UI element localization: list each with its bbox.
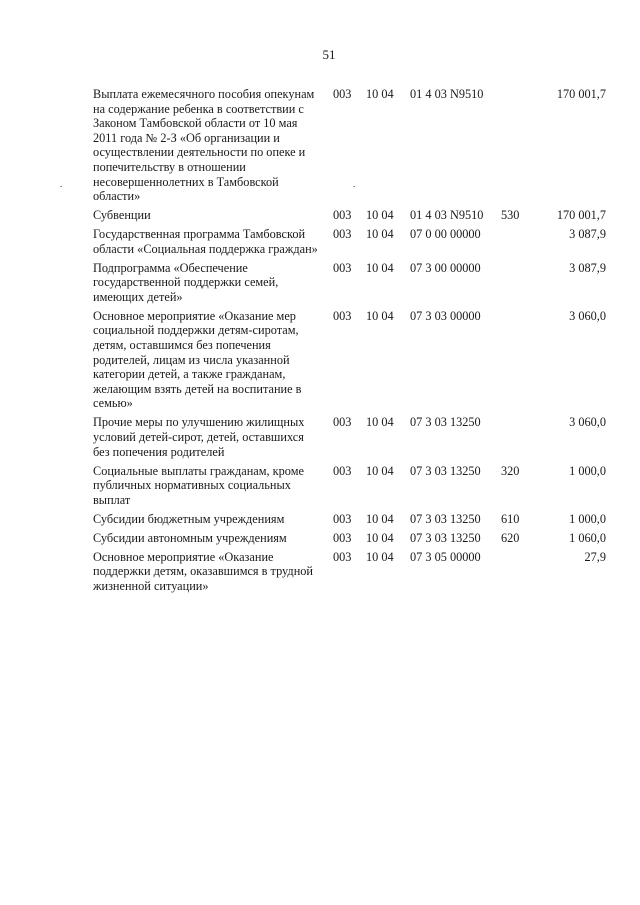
row-description: Подпрограмма «Обеспечение государственной поддержки семей, имеющих детей»: [93, 260, 279, 304]
table-row: [0, 531, 640, 546]
program-code: 07 0 00 00000: [410, 227, 481, 242]
ministry-code: 003: [333, 549, 352, 564]
section-code: 10 04: [366, 208, 394, 223]
ministry-code: 003: [333, 530, 352, 545]
row-description: Социальные выплаты гражданам, кроме публичных нормативных социальных выплат: [93, 463, 304, 507]
ministry-code: 003: [333, 511, 352, 526]
table-row: [0, 512, 640, 527]
ministry-code: 003: [333, 87, 352, 101]
ministry-code: 003: [333, 227, 352, 242]
program-code: 07 3 03 13250: [410, 511, 481, 526]
ministry-code: 003: [333, 308, 352, 323]
program-code: 07 3 03 13250: [410, 530, 481, 545]
row-description: Прочие меры по улучшению жилищных условий детей-сирот, детей, оставшихся без попечения родителей: [93, 415, 305, 459]
expense-type-code: 620: [501, 530, 520, 545]
section-code: 10 04: [366, 463, 394, 478]
section-code: 10 04: [366, 227, 394, 242]
row-description: Основное мероприятие «Оказание мер социальной поддержки детям-сиротам, детям, оставшимся без попечения родителей, лицам из числа указанной категории детей, а также гражданам, желающим взять детей на воспитание в семью»: [93, 308, 302, 411]
program-code: 01 4 03 N9510: [410, 208, 484, 223]
expense-type-code: 530: [501, 208, 520, 223]
table-row: [0, 87, 640, 204]
program-code: 07 3 03 13250: [410, 463, 481, 478]
amount: 1 000,0: [569, 463, 606, 478]
expense-type-code: 320: [501, 463, 520, 478]
table-row: [0, 464, 640, 508]
program-code: 07 3 03 13250: [410, 415, 481, 430]
amount: 1 060,0: [569, 530, 606, 545]
expense-type-code: 610: [501, 511, 520, 526]
section-code: 10 04: [366, 530, 394, 545]
amount: 3 087,9: [569, 227, 606, 242]
section-code: 10 04: [366, 87, 394, 101]
ministry-code: 003: [333, 415, 352, 430]
amount: 1 000,0: [569, 511, 606, 526]
row-description: Государственная программа Тамбовской области «Социальная поддержка граждан»: [93, 227, 318, 256]
page-number: 51: [322, 47, 336, 62]
row-description: Субсидии бюджетным учреждениям: [93, 511, 285, 526]
section-code: 10 04: [366, 260, 394, 275]
ministry-code: 003: [333, 208, 352, 223]
ministry-code: 003: [333, 463, 352, 478]
table-row: [0, 227, 640, 256]
table-row: [0, 309, 640, 411]
table-row: [0, 415, 640, 459]
program-code: 07 3 00 00000: [410, 260, 481, 275]
amount: 3 060,0: [569, 308, 606, 323]
program-code: 07 3 05 00000: [410, 549, 481, 564]
program-code: 01 4 03 N9510: [410, 87, 484, 101]
amount: 170 001,7: [556, 208, 606, 223]
budget-table: [0, 87, 640, 598]
section-code: 10 04: [366, 511, 394, 526]
section-code: 10 04: [366, 549, 394, 564]
amount: 3 087,9: [569, 260, 606, 275]
section-code: 10 04: [366, 308, 394, 323]
stray-mark: .: [60, 179, 63, 189]
section-code: 10 04: [366, 415, 394, 430]
table-row: [0, 208, 640, 223]
amount: 3 060,0: [569, 415, 606, 430]
ministry-code: 003: [333, 260, 352, 275]
row-description: Основное мероприятие «Оказание поддержки детям, оказавшимся в трудной жизненной ситуации»: [93, 549, 313, 593]
row-description: Субвенции: [93, 208, 151, 223]
amount: 170 001,7: [556, 87, 606, 101]
amount: 27,9: [584, 549, 606, 564]
table-row: [0, 550, 640, 594]
program-code: 07 3 03 00000: [410, 308, 481, 323]
table-row: [0, 261, 640, 305]
row-description: Выплата ежемесячного пособия опекунам на содержание ребенка в соответствии с Законом Тамбовской области от 10 мая 2011 года № 2-З «Об организации и осуществлении деятельности по опеке и попечительству в отношении несовершеннолетних в Тамбовской области»: [93, 87, 315, 204]
stray-mark: .: [353, 179, 356, 189]
row-description: Субсидии автономным учреждениям: [93, 530, 287, 545]
